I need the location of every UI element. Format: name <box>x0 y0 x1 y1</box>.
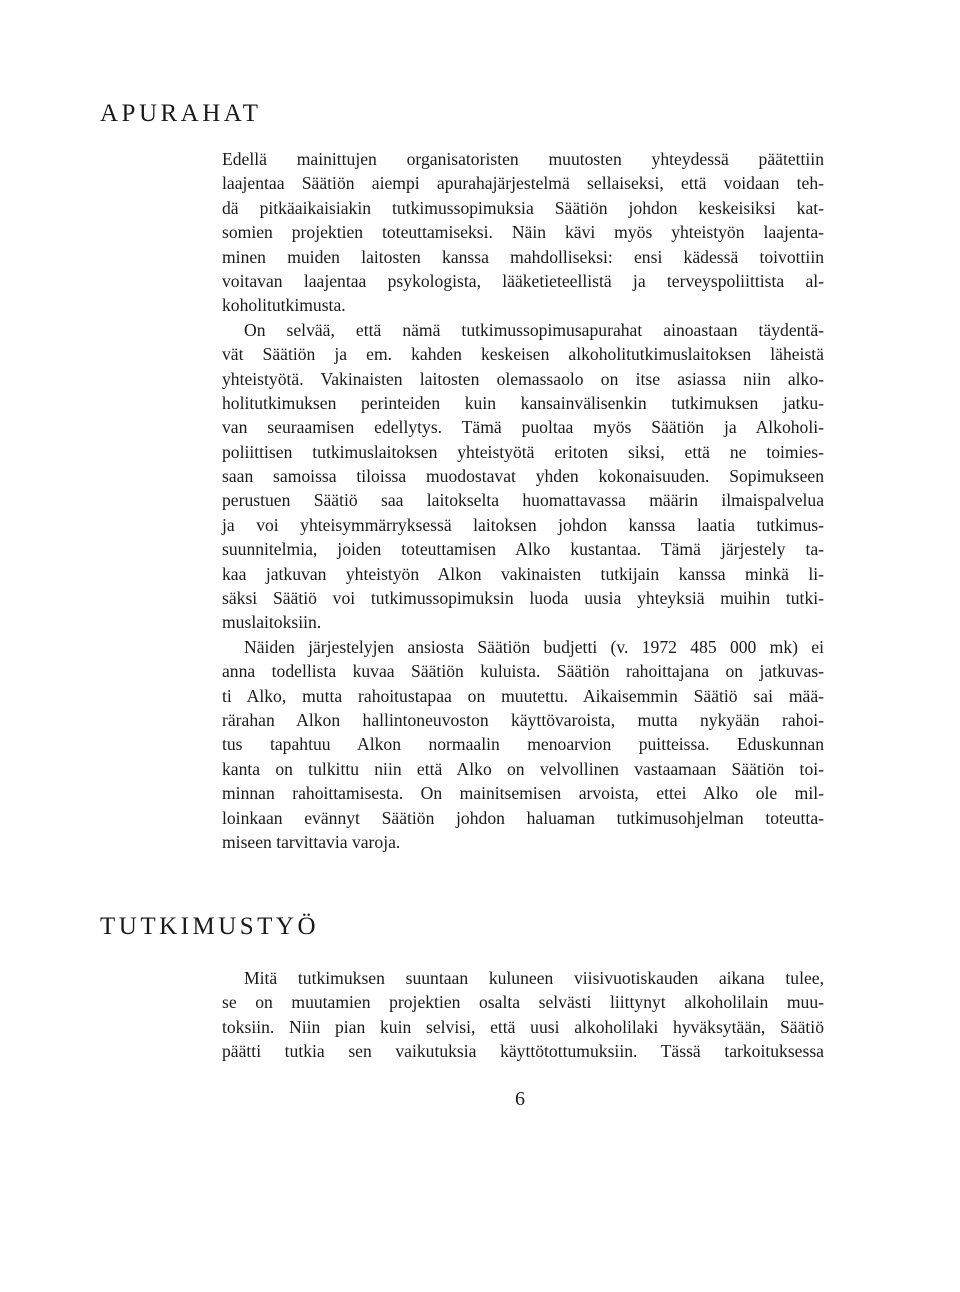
text-line: vät Säätiön ja em. kahden keskeisen alkoholitutkimuslaitoksen läheistä <box>222 344 824 365</box>
text-line: ti Alko, mutta rahoitustapaa on muutettu. Aikaisemmin Säätiö sai mää- <box>222 685 824 706</box>
text-line: minnan rahoittamisesta. On mainitsemisen arvoista, ettei Alko ole mil- <box>222 783 824 804</box>
text-line: Mitä tutkimuksen suuntaan kuluneen viisivuotiskauden aikana tulee, <box>244 968 824 988</box>
text-line: perustuen Säätiö saa laitokselta huomattavassa määrin ilmaispalvelua <box>222 490 824 511</box>
text-line: somien projektien toteuttamiseksi. Näin kävi myös yhteistyön laajenta- <box>222 222 824 243</box>
text-line: laajentaa Säätiön aiempi apurahajärjestelmä sellaiseksi, että voidaan teh- <box>222 173 824 194</box>
text-line: ja voi yhteisymmärryksessä laitoksen johdon kanssa laatia tutkimus- <box>222 514 824 535</box>
text-line: kaa jatkuvan yhteistyön Alkon vakinaisten tutkijain kanssa minkä li- <box>222 563 824 584</box>
section-body-apurahat <box>222 147 824 854</box>
text-line: päätti tutkia sen vaikutuksia käyttötottumuksiin. Tässä tarkoituksessa <box>222 1041 824 1062</box>
text-line: muslaitoksiin. <box>222 612 322 633</box>
text-line: tus tapahtuu Alkon normaalin menoarvion puitteissa. Eduskunnan <box>222 734 824 755</box>
text-line: loinkaan evännyt Säätiön johdon haluaman tutkimusohjelman toteutta- <box>222 807 824 828</box>
text-line: se on muutamien projektien osalta selvästi liittynyt alkoholilain muu- <box>222 992 824 1013</box>
text-line: yhteistyötä. Vakinaisten laitosten olemassaolo on itse asiassa niin alko- <box>222 368 824 389</box>
text-line: Näiden järjestelyjen ansiosta Säätiön budjetti (v. 1972 485 000 mk) ei <box>244 636 824 657</box>
text-line: saan samoissa tiloissa muodostavat yhden kokonaisuuden. Sopimukseen <box>222 466 824 487</box>
text-line: dä pitkäaikaisiakin tutkimussopimuksia Säätiön johdon keskeisiksi kat- <box>222 197 824 218</box>
text-line: kanta on tulkittu niin että Alko on velvollinen vastaamaan Säätiön toi- <box>222 758 824 779</box>
text-line: miseen tarvittavia varoja. <box>222 831 401 852</box>
section-heading-tutkimustyo: TUTKIMUSTYÖ <box>100 913 320 940</box>
page-number: 6 <box>515 1088 525 1110</box>
text-line: On selvää, että nämä tutkimussopimusapurahat ainoastaan täydentä- <box>244 319 824 340</box>
section-heading-apurahat: APURAHAT <box>100 100 262 127</box>
text-line: voitavan laajentaa psykologista, lääketieteellistä ja terveyspoliittista al- <box>222 270 824 291</box>
text-line: minen muiden laitosten kanssa mahdolliseksi: ensi kädessä toivottiin <box>222 246 824 267</box>
text-line: poliittisen tutkimuslaitoksen yhteistyötä eritoten siksi, että ne toimies- <box>222 441 824 462</box>
section-body-tutkimustyo <box>222 966 824 1064</box>
text-line: van seuraamisen edellytys. Tämä puoltaa myös Säätiön ja Alkoholi- <box>222 417 824 438</box>
text-line: Edellä mainittujen organisatoristen muutosten yhteydessä päätettiin <box>222 149 824 169</box>
text-line: rärahan Alkon hallintoneuvoston käyttövaroista, mutta nykyään rahoi- <box>222 709 824 730</box>
text-line: suunnitelmia, joiden toteuttamisen Alko kustantaa. Tämä järjestely ta- <box>222 539 824 560</box>
text-line: holitutkimuksen perinteiden kuin kansainvälisenkin tutkimuksen jatku- <box>222 392 824 413</box>
text-line: anna todellista kuvaa Säätiön kuluista. Säätiön rahoittajana on jatkuvas- <box>222 661 824 682</box>
text-line: toksiin. Niin pian kuin selvisi, että uusi alkoholilaki hyväksytään, Säätiö <box>222 1016 824 1037</box>
text-line: säksi Säätiö voi tutkimussopimuksin luoda uusia yhteyksiä muihin tutki- <box>222 588 824 609</box>
text-line: koholitutkimusta. <box>222 295 346 316</box>
